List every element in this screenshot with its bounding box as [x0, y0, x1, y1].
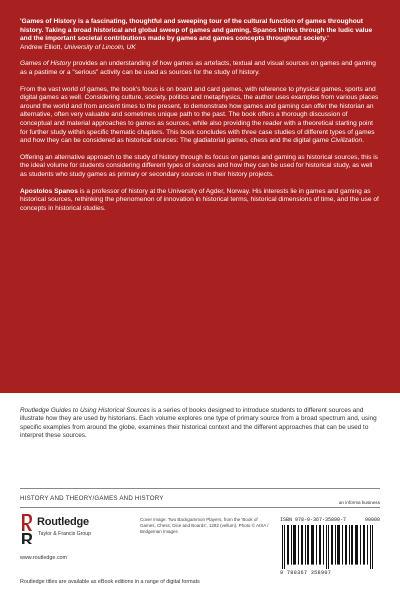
isbn-label	[280, 517, 380, 523]
routledge-logo	[20, 511, 130, 547]
series-paragraph	[20, 407, 380, 441]
description-text: From the vast world of games, the book's focus is on board and card games, with reference to physical games, sports and digital games as well. Considering culture, society, politics and metaphysics, the author uses examples from various places around the world and from ancient times to the present, to demonstrate how games and gaming can offer the historian an alternative, often very valuable and sometimes unique path to the past. The book offers a thorough discussion of conceptual and material approaches to games as sources, while also providing the reader with a theoretical starting point for further study within specific thematic chapters. This book concludes with three case studies of different types of games and how they can be considered as historical sources: The gladiatorial games, chess and the digital game	[20, 85, 379, 145]
description-paragraph	[20, 86, 380, 146]
intro-paragraph	[20, 60, 380, 77]
barcode-number: 9 780367 358907	[280, 570, 332, 576]
price-code: 90000	[364, 517, 380, 523]
divider	[20, 507, 380, 508]
subject-category: HISTORY AND THEORY/GAMES AND HISTORY	[20, 495, 164, 502]
author-name: Apostolos Spanos	[20, 187, 78, 195]
divider	[20, 488, 380, 489]
attribution-name: Andrew Elliott,	[20, 43, 63, 51]
book-title-inline: Games of History	[20, 60, 71, 68]
publisher-name: Routledge	[37, 516, 89, 528]
audience-paragraph	[20, 154, 380, 180]
series-text: is a series of books designed to introduce students to different sources and illustrate how they are used by historians. Each volume explores one type of primary source from a broad spectrum and, using specific examples from around the globe, examines their historical context and the different approaches that can be used to interpret these sources.	[20, 407, 377, 440]
publisher-group: Taylor & Francis Group	[38, 531, 92, 537]
isbn-number: ISBN 978-0-367-35890-7	[280, 517, 347, 523]
review-quote	[20, 18, 380, 44]
quote-attribution	[20, 44, 380, 53]
author-paragraph	[20, 188, 380, 214]
attribution-affiliation: University of Lincoln, UK	[64, 43, 136, 51]
quote-text: 'Games of History is a fascinating, thoughtful and sweeping tour of the cultural function of games throughout history. Taking a broad historical and global sweep of games and gaming, Spanos thinks through the ludic value and the important societal contributions made by games and games concepts throughout society.'	[20, 18, 373, 43]
publisher-url: www.routledge.com	[20, 555, 68, 561]
audience-text: Offering an alternative approach to the study of history through its focus on games and gaming as historical sources, this is the ideal volume for students considering different types of sources and how they can be used for historical study, as well as students who study games as primary or secondary sources in their history projects.	[20, 153, 378, 178]
series-title: Routledge Guides to Using Historical Sources	[20, 407, 150, 414]
intro-text: provides an understanding of how games as artefacts, textual and visual sources on games and gaming as a pastime or a "serious" activity can be used as sources for the study of history.	[20, 60, 376, 76]
barcode-icon	[280, 525, 380, 569]
description-end: .	[362, 137, 365, 145]
isbn-block	[280, 517, 380, 579]
informa-tagline: an informa business	[338, 500, 380, 505]
publisher-panel	[0, 393, 400, 600]
author-bio: is a professor of history at the University of Agder, Norway. His interests lie in games and gaming as historical sources, rethinking the phenomenon of innovation in historical terms, historical dimensions of time, and the use of concepts in historical studies.	[20, 187, 379, 212]
cover-credit: Cover image: Two Backgammon Players, from the 'Book of Games, Chess, Dice and Boards', 1282 (vellum). Photo © AISA / Bridgeman Images	[140, 517, 269, 535]
routledge-r-icon	[20, 511, 34, 545]
description-italic: Civilization	[330, 137, 363, 145]
ebook-note: Routledge titles are available as eBook editions in a range of digital formats	[20, 579, 200, 585]
